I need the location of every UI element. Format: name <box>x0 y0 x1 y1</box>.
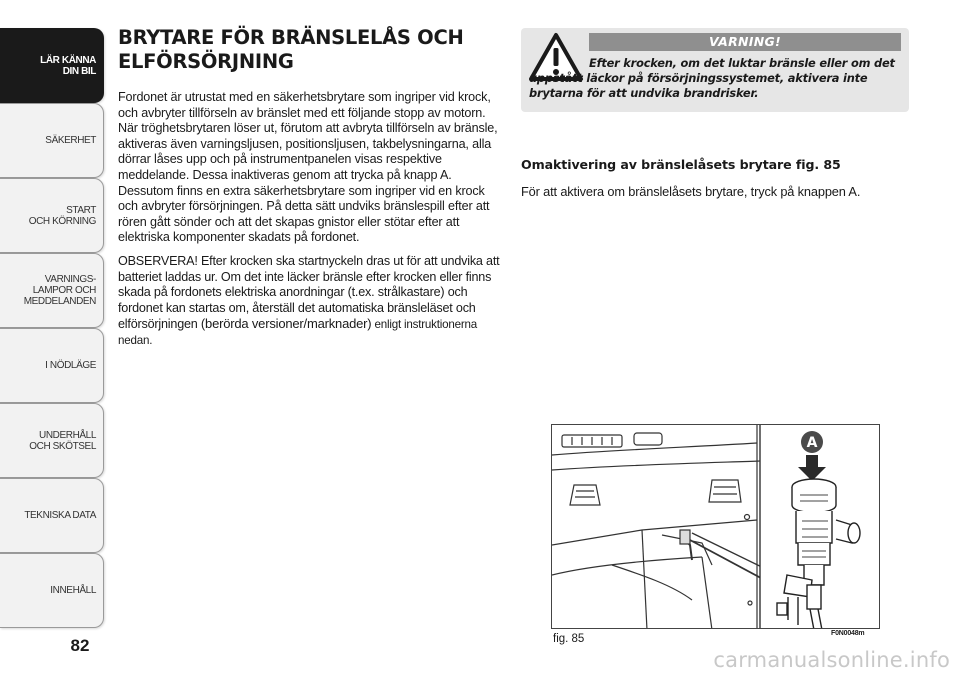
figure-85 <box>551 424 880 629</box>
note-text: OBSERVERA! Efter krocken ska startnyckeln dras ut för att undvika att batteriet laddas ur. Om det inte läcker bränsle efter krocken eller finns skada på fordonets elektriska anordningar (t.ex. strålkastare) och fordonet kan startas om, återställ det automatiska bränsleläset och elförsörjningen <box>118 253 500 332</box>
section-title: BRYTARE FÖR BRÄNSLELÅS OCH ELFÖRSÖRJNING <box>118 26 464 73</box>
versions-note: (berörda versioner/marknader) <box>200 316 372 332</box>
note-end: enligt instruktionerna nedan. <box>118 318 478 347</box>
watermark: carmanualsonline.info <box>713 648 950 672</box>
note-paragraph <box>118 254 502 349</box>
callout-a-label: A <box>806 435 818 451</box>
tab-lar-kanna-din-bil[interactable]: LÄR KÄNNA DIN BIL <box>0 28 104 103</box>
warning-text: Efter krocken, om det luktar bränsle eller om det uppstått läckor på försörjningssystemet, aktivera inte brytarna för att undvika brandrisker. <box>529 56 895 100</box>
deactivation-heading: Omaktivering av bränslelåsets brytare fig. 85 <box>521 157 841 172</box>
chapter-sidebar <box>0 28 104 628</box>
tab-i-nodlage[interactable]: I NÖDLÄGE <box>0 328 104 403</box>
main-section <box>118 26 502 349</box>
intro-paragraph: Fordonet är utrustat med en säkerhetsbrytare som ingriper vid krock, och avbryter tillförseln av bränslet med ett följande stopp av motorn. När tröghetsbrytaren löser ut, förutom att avbryta tillförseln av bränsle, aktiveras även varningsljusen, positionsljusen, takbelysningarna, alla dörrar låses upp och på instrumentpanelen visas respektive meddelande. Dessa inaktiveras genom att trycka på knapp A. Dessutom finns en extra säkerhetsbrytare som ingriper vid en krock och avbryter försörjningen. På detta sätt undviks bränslespill efter att rören gått sönder och att det skapas gnistor eller stötar efter att elektriska komponenter skadats på fordonet. <box>118 90 498 245</box>
tab-varningslampor[interactable]: VARNINGS- LAMPOR OCH MEDDELANDEN <box>0 253 104 328</box>
deactivation-text: För att aktivera om bränslelåsets brytare, tryck på knappen A. <box>521 184 861 199</box>
figure-code: F0N0048m <box>831 630 865 637</box>
figure-caption: fig. 85 <box>553 633 585 645</box>
warning-header: VARNING! <box>589 33 901 51</box>
tab-sakerhet[interactable]: SÄKERHET <box>0 103 104 178</box>
tab-innehall[interactable]: INNEHÅLL <box>0 553 104 628</box>
tab-start-och-korning[interactable]: START OCH KÖRNING <box>0 178 104 253</box>
fuel-cutoff-switch-illustration <box>552 425 880 629</box>
tab-underhall[interactable]: UNDERHÅLL OCH SKÖTSEL <box>0 403 104 478</box>
warning-box <box>521 28 909 112</box>
page-number: 82 <box>70 636 90 655</box>
tab-tekniska-data[interactable]: TEKNISKA DATA <box>0 478 104 553</box>
